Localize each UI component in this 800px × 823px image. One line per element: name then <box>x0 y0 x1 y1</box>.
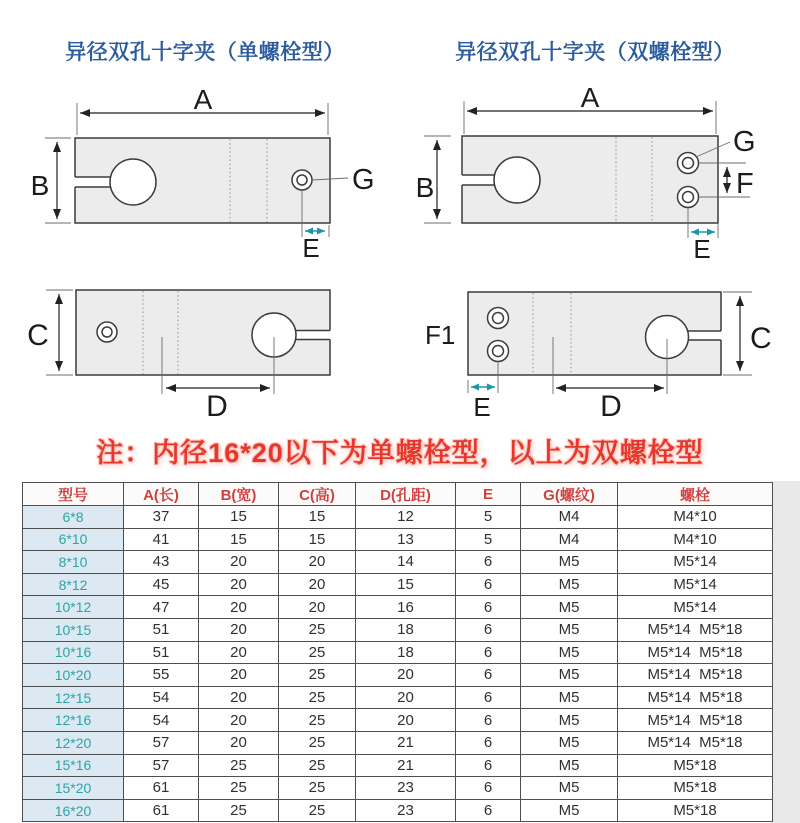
spec-row <box>23 506 773 529</box>
spec-cell: 6 <box>456 799 521 822</box>
spec-cell: 20 <box>199 731 279 754</box>
spec-cell: 20 <box>279 573 356 596</box>
model-cell: 12*20 <box>23 731 124 754</box>
right-margin-strip <box>772 481 800 823</box>
spec-cell: 6 <box>456 709 521 732</box>
extension-lines <box>723 292 752 375</box>
spec-cell: 6 <box>456 777 521 800</box>
dim-label-g: G <box>352 164 375 196</box>
spec-cell: 41 <box>124 528 199 551</box>
spec-cell: 15 <box>199 506 279 529</box>
spec-cell: M5 <box>521 641 618 664</box>
column-header: E <box>456 483 521 506</box>
spec-cell: 37 <box>124 506 199 529</box>
diagram-double-side-view <box>416 85 756 264</box>
spec-cell: M5*18 <box>618 777 773 800</box>
spec-cell: 57 <box>124 754 199 777</box>
dim-label-d: D <box>206 390 228 423</box>
dim-label-b: B <box>30 170 50 201</box>
spec-cell: 20 <box>199 641 279 664</box>
dim-label-e: E <box>302 233 320 263</box>
spec-cell: M4*10 <box>618 506 773 529</box>
dim-label-a: A <box>580 85 600 113</box>
slot-gap <box>293 331 331 340</box>
spec-cell: 43 <box>124 551 199 574</box>
model-cell: 15*16 <box>23 754 124 777</box>
model-cell: 6*10 <box>23 528 124 551</box>
spec-cell: 14 <box>356 551 456 574</box>
dim-label-f1: F1 <box>425 320 456 350</box>
spec-cell: 6 <box>456 686 521 709</box>
column-header: 螺栓 <box>618 483 773 506</box>
spec-cell: 25 <box>279 709 356 732</box>
spec-cell: 18 <box>356 618 456 641</box>
spec-cell: 6 <box>456 551 521 574</box>
spec-cell: 25 <box>279 664 356 687</box>
spec-cell: 18 <box>356 641 456 664</box>
dim-label-c: C <box>27 319 49 352</box>
spec-cell: 20 <box>199 686 279 709</box>
model-cell: 16*20 <box>23 799 124 822</box>
spec-cell: 5 <box>456 506 521 529</box>
model-cell: 6*8 <box>23 506 124 529</box>
spec-cell: 6 <box>456 731 521 754</box>
spec-cell: M5*14 M5*18 <box>618 618 773 641</box>
spec-cell: 5 <box>456 528 521 551</box>
spec-cell: 20 <box>199 596 279 619</box>
spec-row <box>23 731 773 754</box>
spec-cell: 20 <box>356 686 456 709</box>
spec-cell: 6 <box>456 641 521 664</box>
spec-cell: M5*14 M5*18 <box>618 731 773 754</box>
spec-table <box>22 482 773 822</box>
pipe-bore-hole <box>494 157 540 203</box>
column-header: A(长) <box>124 483 199 506</box>
spec-cell: 25 <box>279 731 356 754</box>
spec-cell: M5*14 M5*18 <box>618 709 773 732</box>
spec-row <box>23 596 773 619</box>
model-cell: 12*15 <box>23 686 124 709</box>
spec-cell: 25 <box>279 754 356 777</box>
spec-cell: 6 <box>456 664 521 687</box>
column-header: G(螺纹) <box>521 483 618 506</box>
dim-label-f: F <box>736 168 754 200</box>
spec-cell: M5 <box>521 777 618 800</box>
spec-cell: 20 <box>199 709 279 732</box>
spec-cell: 25 <box>199 799 279 822</box>
spec-cell: M5 <box>521 686 618 709</box>
spec-cell: M5*18 <box>618 754 773 777</box>
spec-cell: 20 <box>279 551 356 574</box>
spec-cell: M5*14 M5*18 <box>618 686 773 709</box>
model-cell: 10*16 <box>23 641 124 664</box>
spec-cell: 51 <box>124 641 199 664</box>
spec-cell: 20 <box>356 664 456 687</box>
spec-row <box>23 664 773 687</box>
pipe-bore-hole <box>110 159 156 205</box>
title-single-bolt: 异径双孔十字夹（单螺栓型） <box>65 41 345 64</box>
spec-row <box>23 618 773 641</box>
spec-cell: 20 <box>199 573 279 596</box>
spec-cell: M5 <box>521 709 618 732</box>
spec-cell: M4*10 <box>618 528 773 551</box>
spec-cell: 25 <box>279 618 356 641</box>
screw-hole-inner <box>102 327 112 337</box>
spec-cell: 23 <box>356 777 456 800</box>
column-header: C(高) <box>279 483 356 506</box>
spec-cell: 15 <box>279 528 356 551</box>
spec-row <box>23 754 773 777</box>
spec-cell: 25 <box>279 641 356 664</box>
spec-row <box>23 709 773 732</box>
spec-cell: M5 <box>521 799 618 822</box>
technical-drawings <box>0 85 800 430</box>
spec-cell: M5 <box>521 573 618 596</box>
spec-cell: 61 <box>124 777 199 800</box>
spec-cell: M5 <box>521 596 618 619</box>
spec-cell: 21 <box>356 731 456 754</box>
spec-cell: 15 <box>279 506 356 529</box>
screw-hole-bottom-inner <box>683 192 694 203</box>
spec-cell: 16 <box>356 596 456 619</box>
dim-label-c: C <box>750 322 772 355</box>
dim-label-b: B <box>415 172 435 203</box>
spec-cell: 61 <box>124 799 199 822</box>
spec-cell: M5 <box>521 731 618 754</box>
dim-label-d: D <box>600 390 622 423</box>
screw-hole-bottom-inner <box>493 346 504 357</box>
spec-cell: 20 <box>279 596 356 619</box>
column-header: 型号 <box>23 483 124 506</box>
spec-cell: 20 <box>199 618 279 641</box>
spec-row <box>23 551 773 574</box>
spec-cell: 6 <box>456 573 521 596</box>
spec-cell: 13 <box>356 528 456 551</box>
diagram-single-top-view <box>27 290 331 423</box>
spec-cell: M4 <box>521 506 618 529</box>
spec-cell: M5*18 <box>618 799 773 822</box>
spec-row <box>23 641 773 664</box>
spec-cell: 45 <box>124 573 199 596</box>
spec-cell: M5*14 M5*18 <box>618 641 773 664</box>
title-double-bolt: 异径双孔十字夹（双螺栓型） <box>455 41 735 64</box>
model-cell: 8*12 <box>23 573 124 596</box>
model-cell: 12*16 <box>23 709 124 732</box>
spec-cell: 54 <box>124 686 199 709</box>
column-header: D(孔距) <box>356 483 456 506</box>
screw-hole-top-inner <box>493 313 504 324</box>
spec-cell: 23 <box>356 799 456 822</box>
spec-cell: 20 <box>356 709 456 732</box>
spec-cell: M5*14 M5*18 <box>618 664 773 687</box>
spec-row <box>23 777 773 800</box>
spec-cell: 15 <box>199 528 279 551</box>
spec-cell: 25 <box>279 686 356 709</box>
spec-cell: 54 <box>124 709 199 732</box>
spec-cell: M4 <box>521 528 618 551</box>
spec-cell: 6 <box>456 618 521 641</box>
spec-cell: M5*14 <box>618 551 773 574</box>
spec-cell: 25 <box>199 754 279 777</box>
spec-cell: 21 <box>356 754 456 777</box>
spec-cell: M5*14 <box>618 573 773 596</box>
dim-label-a: A <box>193 85 213 115</box>
spec-cell: 6 <box>456 596 521 619</box>
spec-cell: M5 <box>521 664 618 687</box>
spec-row <box>23 573 773 596</box>
spec-cell: 25 <box>279 777 356 800</box>
spec-row <box>23 528 773 551</box>
model-cell: 8*10 <box>23 551 124 574</box>
diagram-double-top-view <box>425 292 772 423</box>
slot-gap <box>686 331 722 340</box>
spec-cell: 12 <box>356 506 456 529</box>
spec-cell: 55 <box>124 664 199 687</box>
spec-cell: 6 <box>456 754 521 777</box>
spec-cell: 51 <box>124 618 199 641</box>
spec-row <box>23 686 773 709</box>
size-note: 注：内径16*20以下为单螺栓型，以上为双螺栓型 <box>96 438 704 468</box>
spec-cell: M5 <box>521 754 618 777</box>
dim-label-e: E <box>473 392 491 422</box>
spec-cell: 25 <box>279 799 356 822</box>
model-cell: 10*20 <box>23 664 124 687</box>
diagram-single-side-view <box>31 85 375 263</box>
spec-cell: M5*14 <box>618 596 773 619</box>
screw-hole-top-inner <box>683 158 694 169</box>
spec-cell: M5 <box>521 551 618 574</box>
column-header: B(宽) <box>199 483 279 506</box>
model-cell: 10*12 <box>23 596 124 619</box>
dim-label-e: E <box>693 234 711 264</box>
spec-table-body <box>23 506 773 822</box>
spec-cell: M5 <box>521 618 618 641</box>
spec-cell: 20 <box>199 551 279 574</box>
model-cell: 15*20 <box>23 777 124 800</box>
spec-table-header-row <box>23 483 773 506</box>
spec-cell: 57 <box>124 731 199 754</box>
spec-cell: 15 <box>356 573 456 596</box>
model-cell: 10*15 <box>23 618 124 641</box>
dim-label-g: G <box>733 126 756 158</box>
spec-row <box>23 799 773 822</box>
spec-cell: 20 <box>199 664 279 687</box>
spec-cell: 47 <box>124 596 199 619</box>
spec-cell: 25 <box>199 777 279 800</box>
screw-hole-inner <box>297 175 307 185</box>
